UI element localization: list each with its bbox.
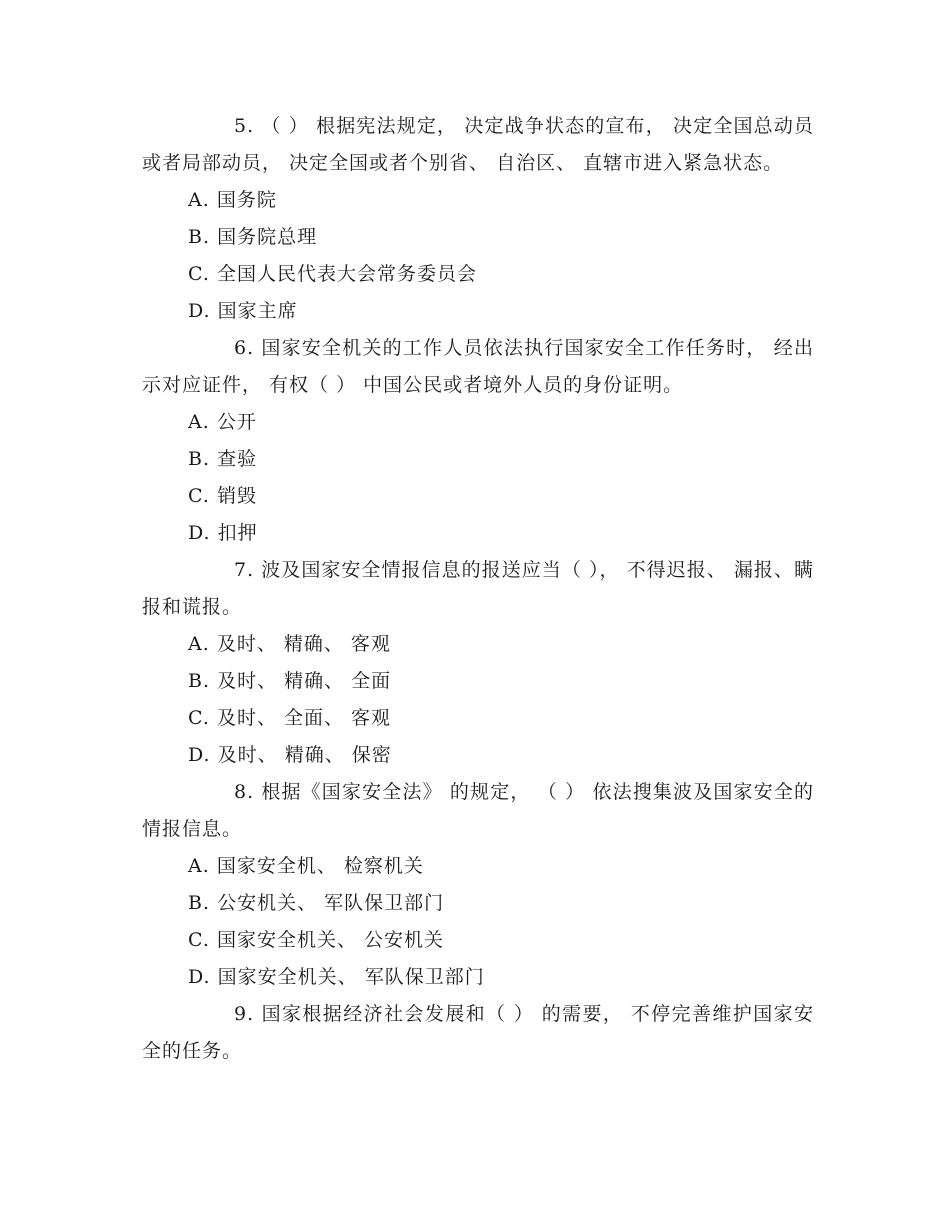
option-text: 及时、 全面、 客观	[216, 707, 392, 729]
question-7	[142, 552, 814, 626]
option-letter: D.	[188, 300, 211, 322]
option-text: 扣押	[217, 522, 258, 544]
option-item	[142, 182, 814, 219]
option-letter: B.	[188, 448, 211, 470]
question-5	[142, 108, 814, 182]
option-text: 国家安全机关、 公安机关	[216, 929, 444, 951]
option-text: 及时、 精确、 全面	[217, 670, 392, 692]
option-letter: D.	[188, 744, 211, 766]
option-item	[142, 293, 814, 330]
option-text: 公开	[216, 411, 257, 433]
option-item	[142, 922, 814, 959]
option-letter: C.	[188, 707, 210, 729]
option-text: 国家安全机、 检察机关	[216, 855, 424, 877]
option-item	[142, 478, 814, 515]
option-text: 销毁	[216, 485, 257, 507]
option-text: 全国人民代表大会常务委员会	[216, 263, 477, 285]
option-item	[142, 515, 814, 552]
option-letter: C.	[188, 263, 210, 285]
question-9	[142, 996, 814, 1070]
question-text: 根据《国家安全法》 的规定， （ ） 依法搜集波及国家安全的情报信息。	[142, 781, 814, 840]
option-item	[142, 737, 814, 774]
question-6	[142, 330, 814, 404]
option-item	[142, 404, 814, 441]
question-text: （ ） 根据宪法规定， 决定战争状态的宣布， 决定全国总动员或者局部动员， 决定全国或者个别省、 自治区、 直辖市进入紧急状态。	[142, 115, 814, 174]
option-letter: A.	[188, 633, 210, 655]
option-letter: C.	[188, 485, 210, 507]
question-number: 5.	[234, 115, 255, 137]
option-text: 及时、 精确、 保密	[217, 744, 392, 766]
option-text: 及时、 精确、 客观	[216, 633, 391, 655]
option-letter: A.	[188, 855, 210, 877]
question-number: 8.	[234, 781, 255, 803]
option-item	[142, 219, 814, 256]
option-item	[142, 885, 814, 922]
question-8	[142, 774, 814, 848]
option-text: 公安机关、 军队保卫部门	[217, 892, 445, 914]
option-item	[142, 256, 814, 293]
option-letter: D.	[188, 522, 211, 544]
question-number: 9.	[234, 1003, 255, 1025]
question-text: 国家根据经济社会发展和（ ） 的需要， 不停完善维护国家安全的任务。	[142, 1003, 814, 1062]
document-body	[142, 108, 814, 1070]
option-item	[142, 626, 814, 663]
option-text: 国家安全机关、 军队保卫部门	[217, 966, 485, 988]
option-text: 国务院总理	[217, 226, 318, 248]
option-item	[142, 441, 814, 478]
option-letter: C.	[188, 929, 210, 951]
option-item	[142, 663, 814, 700]
option-text: 查验	[217, 448, 258, 470]
option-letter: A.	[188, 411, 210, 433]
question-text: 波及国家安全情报信息的报送应当（ ）， 不得迟报、 漏报、瞒报和谎报。	[142, 559, 815, 618]
option-item	[142, 848, 814, 885]
question-number: 7.	[234, 559, 255, 581]
option-text: 国家主席	[217, 300, 298, 322]
option-text: 国务院	[216, 189, 277, 211]
option-letter: B.	[188, 892, 211, 914]
option-letter: A.	[188, 189, 210, 211]
question-number: 6.	[234, 337, 255, 359]
option-letter: B.	[188, 670, 211, 692]
option-item	[142, 959, 814, 996]
option-letter: D.	[188, 966, 211, 988]
question-text: 国家安全机关的工作人员依法执行国家安全工作任务时， 经出示对应证件， 有权（ ） 中国公民或者境外人员的身份证明。	[142, 337, 814, 396]
option-letter: B.	[188, 226, 211, 248]
option-item	[142, 700, 814, 737]
